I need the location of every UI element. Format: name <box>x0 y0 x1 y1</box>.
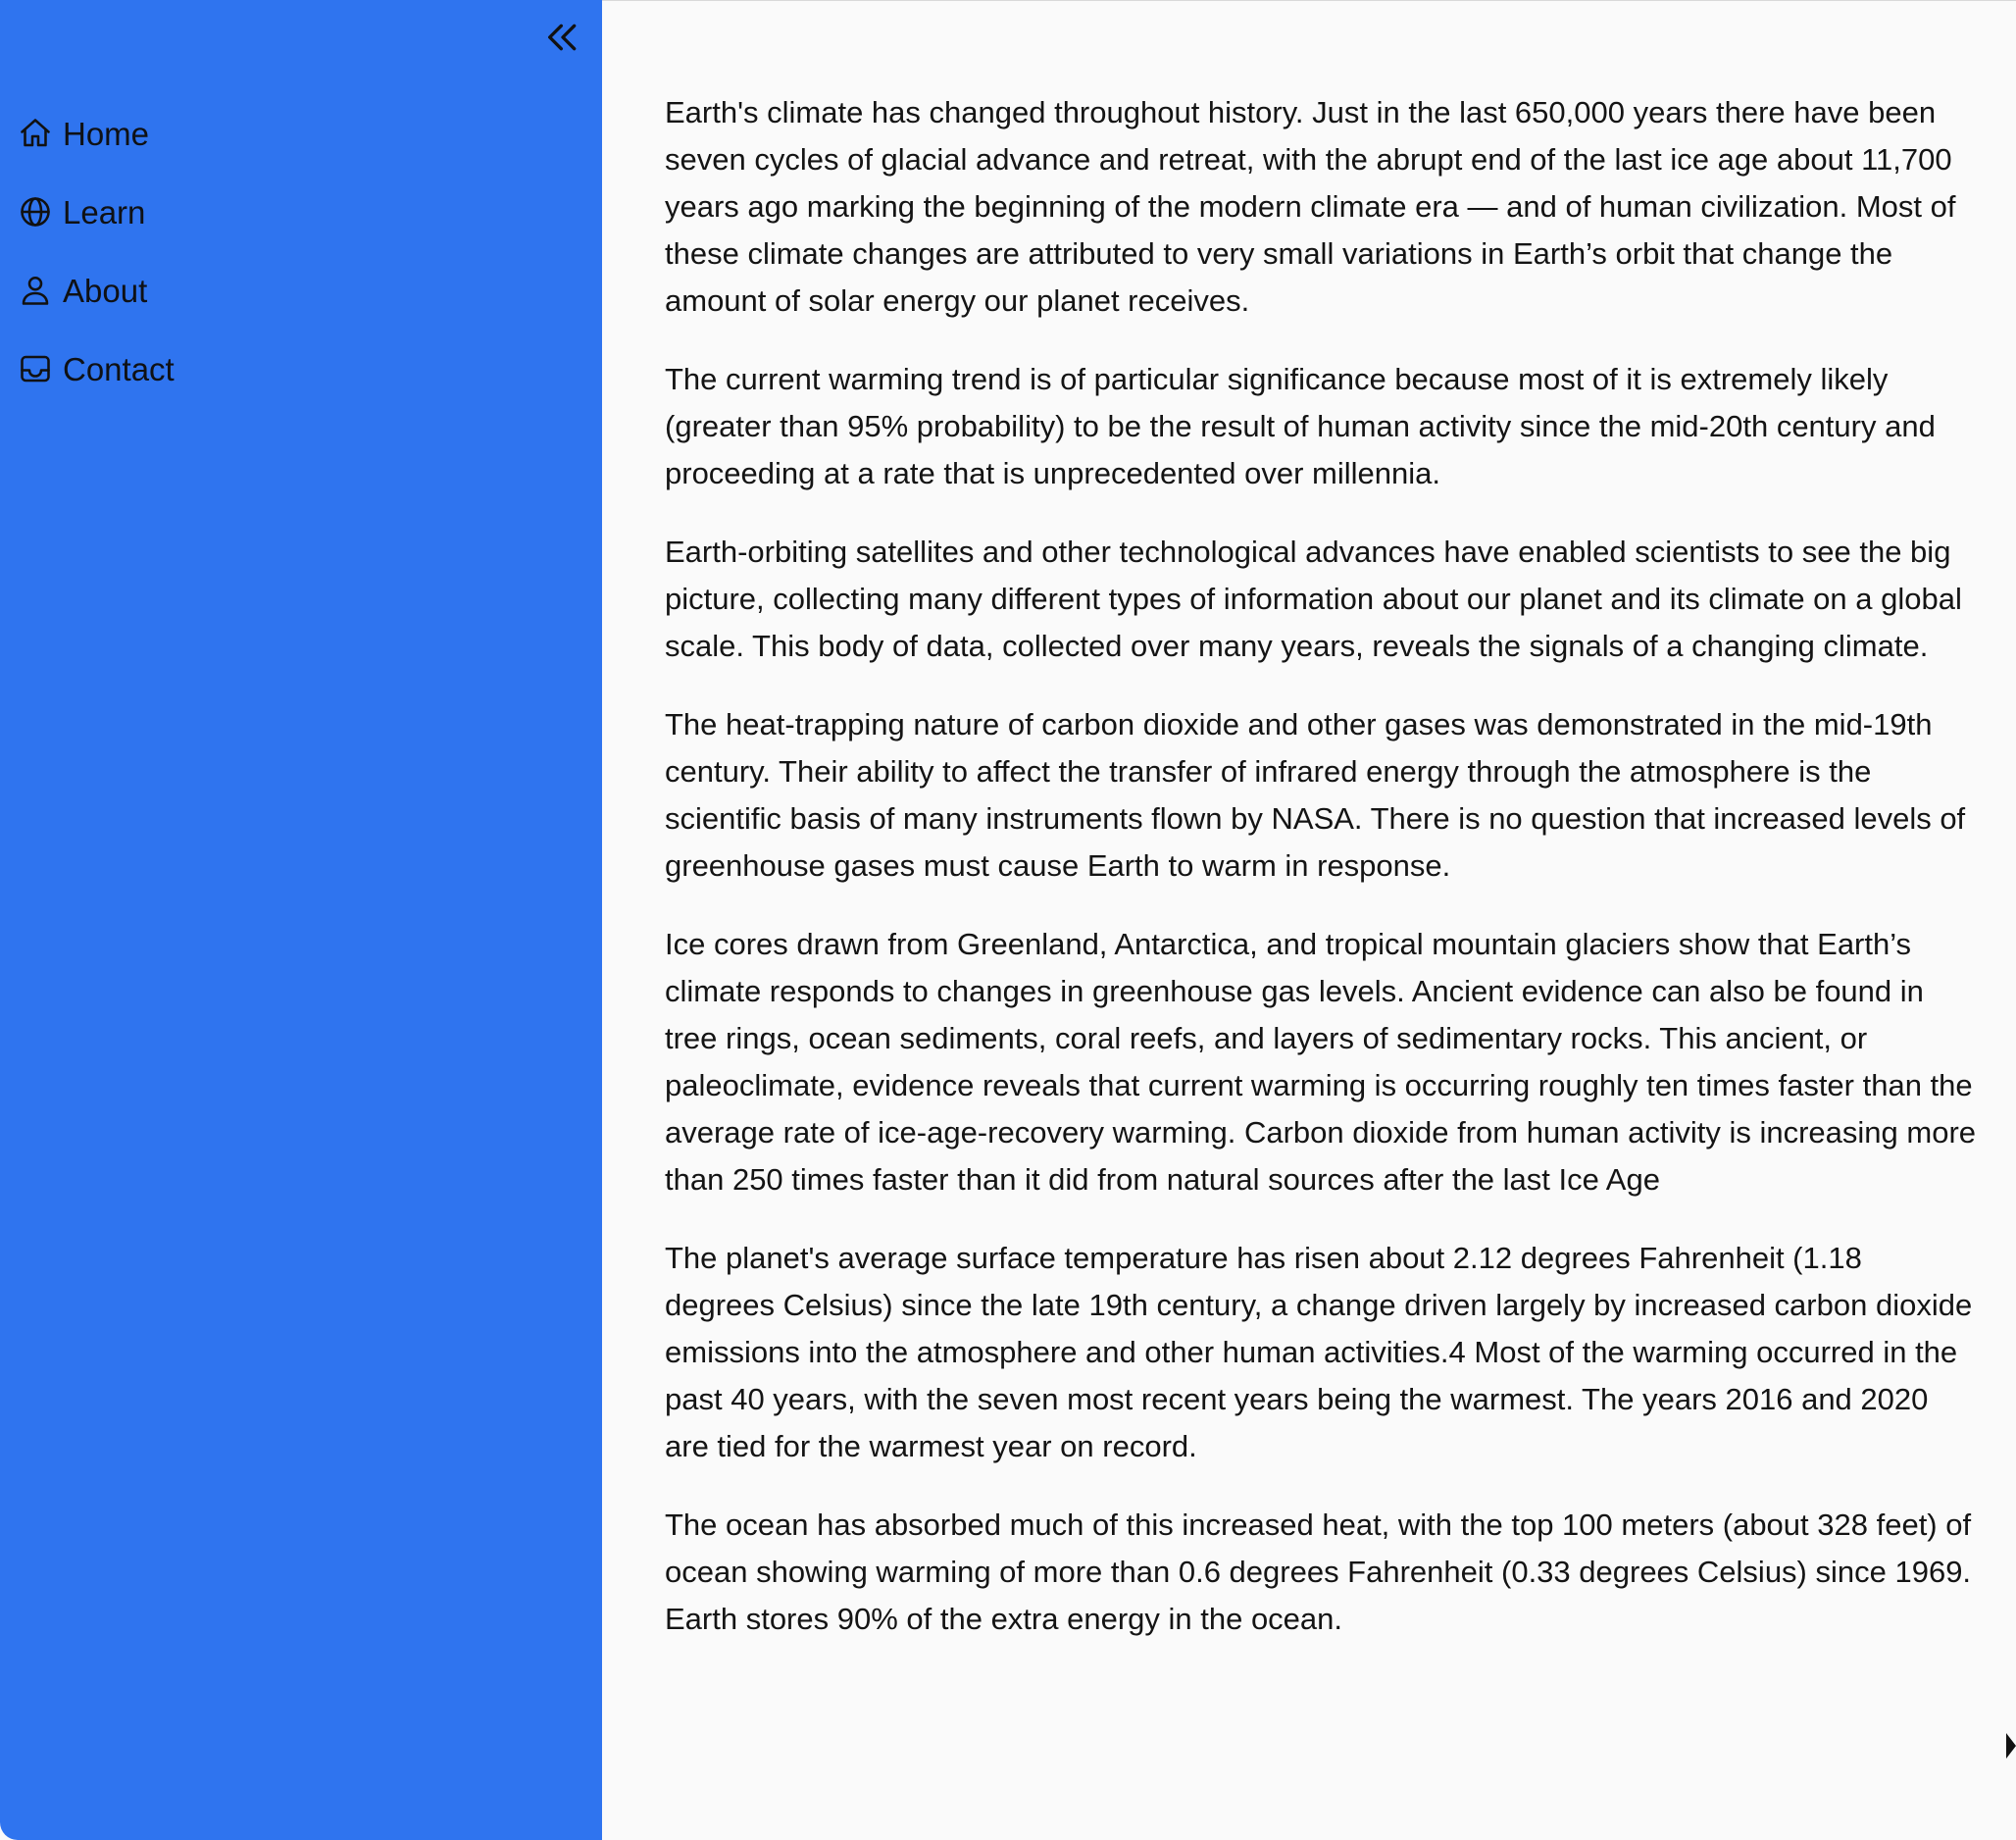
sidebar-item-label: Contact <box>63 350 175 387</box>
mouse-cursor-icon <box>2006 1733 2016 1759</box>
sidebar-item-label: Learn <box>63 193 146 230</box>
paragraph: The ocean has absorbed much of this increased heat, with the top 100 meters (about 328 feet) of ocean showing warming of more than 0.6 degrees Fahrenheit (0.33 degrees Celsius) since 1969. Earth stores 90% of the extra energy in the ocean. <box>665 1508 1972 1636</box>
paragraph: Earth's climate has changed throughout history. Just in the last 650,000 years there have been seven cycles of glacial advance and retreat, with the abrupt end of the last ice age about 11,700 years ago marking the beginning of the modern climate era — and of human civilization. Most of these climate changes are attributed to very small variations in Earth’s orbit that change the amount of solar energy our planet receives. <box>665 95 1956 318</box>
inbox-icon <box>18 351 53 386</box>
collapse-sidebar-button[interactable] <box>537 16 588 59</box>
sidebar-nav <box>0 94 602 408</box>
paragraph: Earth-orbiting satellites and other technological advances have enabled scientists to see the big picture, collecting many different types of information about our planet and its climate on a global scale. This body of data, collected over many years, reveals the signals of a changing climate. <box>665 535 1962 663</box>
paragraph: Ice cores drawn from Greenland, Antarctica, and tropical mountain glaciers show that Earth’s climate responds to changes in greenhouse gas levels. Ancient evidence can also be found in tree rings, ocean sediments, coral reefs, and layers of sedimentary rocks. This ancient, or paleoclimate, evidence reveals that current warming is occurring roughly ten times faster than the average rate of ice-age-recovery warming. Carbon dioxide from human activity is increasing more than 250 times faster than it did from natural sources after the last Ice Age <box>665 927 1977 1197</box>
sidebar-item-about[interactable] <box>0 251 602 330</box>
paragraph: The current warming trend is of particular significance because most of it is extremely likely (greater than 95% probability) to be the result of human activity since the mid-20th century and proceeding at a rate that is unprecedented over millennia. <box>665 362 1936 490</box>
double-chevron-left-icon <box>543 18 582 57</box>
paragraph: The planet's average surface temperature has risen about 2.12 degrees Fahrenheit (1.18 degrees Celsius) since the late 19th century, a change driven largely by increased carbon dioxide emissions into the atmosphere and other human activities.4 Most of the warming occurred in the past 40 years, with the seven most recent years being the warmest. The years 2016 and 2020 are tied for the warmest year on record. <box>665 1241 1973 1463</box>
globe-icon <box>18 194 53 230</box>
user-icon <box>18 273 53 308</box>
sidebar-item-label: About <box>63 272 148 309</box>
sidebar <box>0 0 602 1840</box>
paragraph: The heat-trapping nature of carbon dioxide and other gases was demonstrated in the mid-19th century. Their ability to affect the transfer of infrared energy through the atmosphere is the scientific basis of many instruments flown by NASA. There is no question that increased levels of greenhouse gases must cause Earth to warm in response. <box>665 707 1966 883</box>
main-content <box>602 0 2016 1840</box>
article <box>665 89 1979 1674</box>
sidebar-item-contact[interactable] <box>0 330 602 408</box>
sidebar-item-home[interactable] <box>0 94 602 173</box>
home-icon <box>18 116 53 151</box>
sidebar-item-learn[interactable] <box>0 173 602 251</box>
sidebar-item-label: Home <box>63 115 150 152</box>
